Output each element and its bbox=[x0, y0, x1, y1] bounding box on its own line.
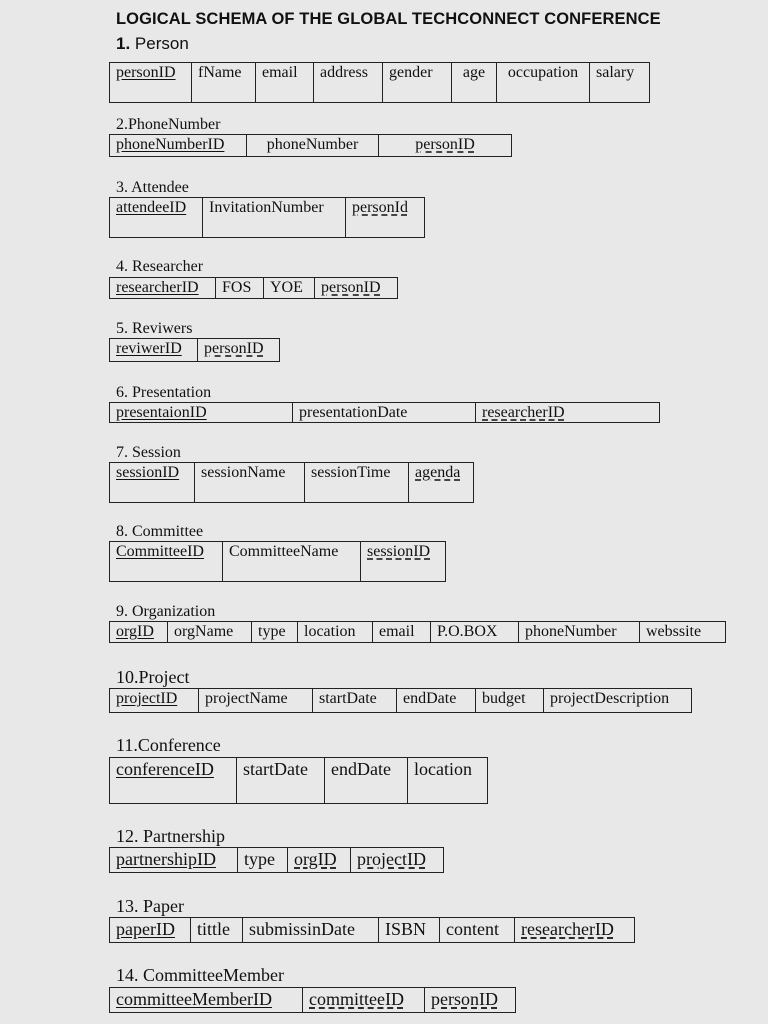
attr-partnershipID: partnershipID bbox=[110, 848, 238, 873]
attr-webssite: webssite bbox=[640, 622, 726, 643]
relation-paper bbox=[109, 917, 635, 943]
relation-partnership bbox=[109, 847, 444, 873]
attr-orgName: orgName bbox=[168, 622, 252, 643]
relation-person bbox=[109, 62, 650, 103]
attr-phoneNumber: phoneNumber bbox=[247, 135, 379, 157]
section-heading-attendee: 3. Attendee bbox=[116, 179, 189, 196]
attr-projectID-fk: projectID bbox=[357, 849, 426, 869]
attr-CommitteeName: CommitteeName bbox=[223, 542, 361, 582]
attr-presentaionID: presentaionID bbox=[110, 403, 293, 423]
section-heading-paper: 13. Paper bbox=[116, 896, 184, 916]
attr-projectDescription: projectDescription bbox=[544, 689, 692, 713]
attr-tittle: tittle bbox=[191, 918, 243, 943]
section-heading-organization: 9. Organization bbox=[116, 603, 216, 620]
relation-researcher bbox=[109, 277, 398, 299]
attr-type: type bbox=[252, 622, 298, 643]
attr-location: location bbox=[408, 758, 488, 804]
attr-personId-fk: personId bbox=[352, 199, 408, 216]
attr-endDate: endDate bbox=[325, 758, 408, 804]
section-heading-committee: 8. Committee bbox=[116, 523, 204, 540]
section-heading-partnership: 12. Partnership bbox=[116, 826, 225, 846]
attr-personID-fk: personID bbox=[415, 136, 475, 153]
relation-committeemember bbox=[109, 987, 516, 1013]
attr-email: email bbox=[373, 622, 431, 643]
attr-InvitationNumber: InvitationNumber bbox=[203, 198, 346, 238]
attr-presentationDate: presentationDate bbox=[293, 403, 476, 423]
attr-email: email bbox=[256, 63, 314, 103]
attr-startDate: startDate bbox=[237, 758, 325, 804]
attr-projectID: projectID bbox=[110, 689, 199, 713]
section-heading-phonenumber: 2.PhoneNumber bbox=[116, 116, 221, 133]
section-heading-reviwers: 5. Reviwers bbox=[116, 320, 193, 337]
relation-reviwers bbox=[109, 338, 280, 362]
attr-agenda-fk: agenda bbox=[415, 464, 461, 481]
attr-personID-fk: personID bbox=[431, 989, 498, 1009]
attr-committeeID-fk: committeeID bbox=[309, 989, 404, 1009]
relation-presentation bbox=[109, 402, 660, 423]
document-title: LOGICAL SCHEMA OF THE GLOBAL TECHCONNECT CONFERENCE bbox=[116, 10, 661, 28]
attr-sessionName: sessionName bbox=[195, 463, 305, 503]
relation-committee bbox=[109, 541, 446, 582]
attr-researcherID: researcherID bbox=[110, 278, 216, 299]
section-heading-conference: 11.Conference bbox=[116, 735, 221, 755]
relation-session bbox=[109, 462, 474, 503]
attr-YOE: YOE bbox=[264, 278, 315, 299]
attr-content: content bbox=[440, 918, 515, 943]
attr-attendeeID: attendeeID bbox=[110, 198, 203, 238]
attr-salary: salary bbox=[590, 63, 650, 103]
relation-conference bbox=[109, 757, 488, 804]
relation-phonenumber bbox=[109, 134, 512, 157]
attr-type: type bbox=[238, 848, 288, 873]
relation-organization bbox=[109, 621, 726, 643]
attr-CommitteeID: CommitteeID bbox=[110, 542, 223, 582]
attr-ISBN: ISBN bbox=[379, 918, 440, 943]
section-heading-presentation: 6. Presentation bbox=[116, 384, 212, 401]
attr-address: address bbox=[314, 63, 383, 103]
attr-occupation: occupation bbox=[497, 63, 590, 103]
attr-reviwerID: reviwerID bbox=[110, 339, 198, 362]
attr-fName: fName bbox=[192, 63, 256, 103]
attr-sessionID-fk: sessionID bbox=[367, 543, 431, 560]
attr-FOS: FOS bbox=[216, 278, 264, 299]
attr-endDate: endDate bbox=[397, 689, 476, 713]
section-heading-person: 1. Person bbox=[116, 34, 189, 53]
attr-paperID: paperID bbox=[110, 918, 191, 943]
attr-sessionTime: sessionTime bbox=[305, 463, 409, 503]
attr-researcherID-fk: researcherID bbox=[482, 404, 565, 421]
attr-submissinDate: submissinDate bbox=[243, 918, 379, 943]
section-heading-researcher: 4. Researcher bbox=[116, 258, 204, 275]
attr-personID-fk: personID bbox=[204, 340, 264, 357]
attr-location: location bbox=[298, 622, 373, 643]
attr-projectName: projectName bbox=[199, 689, 313, 713]
relation-attendee bbox=[109, 197, 425, 238]
attr-age: age bbox=[452, 63, 497, 103]
section-heading-session: 7. Session bbox=[116, 444, 181, 461]
attr-budget: budget bbox=[476, 689, 544, 713]
attr-orgID: orgID bbox=[110, 622, 168, 643]
attr-conferenceID: conferenceID bbox=[110, 758, 237, 804]
attr-phoneNumber: phoneNumber bbox=[519, 622, 640, 643]
attr-POBOX: P.O.BOX bbox=[431, 622, 519, 643]
attr-personID-fk: personID bbox=[321, 279, 381, 296]
attr-gender: gender bbox=[383, 63, 452, 103]
attr-personID: personID bbox=[110, 63, 192, 103]
attr-sessionID: sessionID bbox=[110, 463, 195, 503]
relation-project bbox=[109, 688, 692, 713]
section-heading-committeemember: 14. CommitteeMember bbox=[116, 965, 284, 985]
attr-committeeMemberID: committeeMemberID bbox=[110, 988, 303, 1013]
attr-startDate: startDate bbox=[313, 689, 397, 713]
attr-researcherID-fk: researcherID bbox=[521, 919, 614, 939]
section-heading-project: 10.Project bbox=[116, 667, 190, 687]
attr-orgID-fk: orgID bbox=[294, 849, 337, 869]
attr-phoneNumberID: phoneNumberID bbox=[110, 135, 247, 157]
